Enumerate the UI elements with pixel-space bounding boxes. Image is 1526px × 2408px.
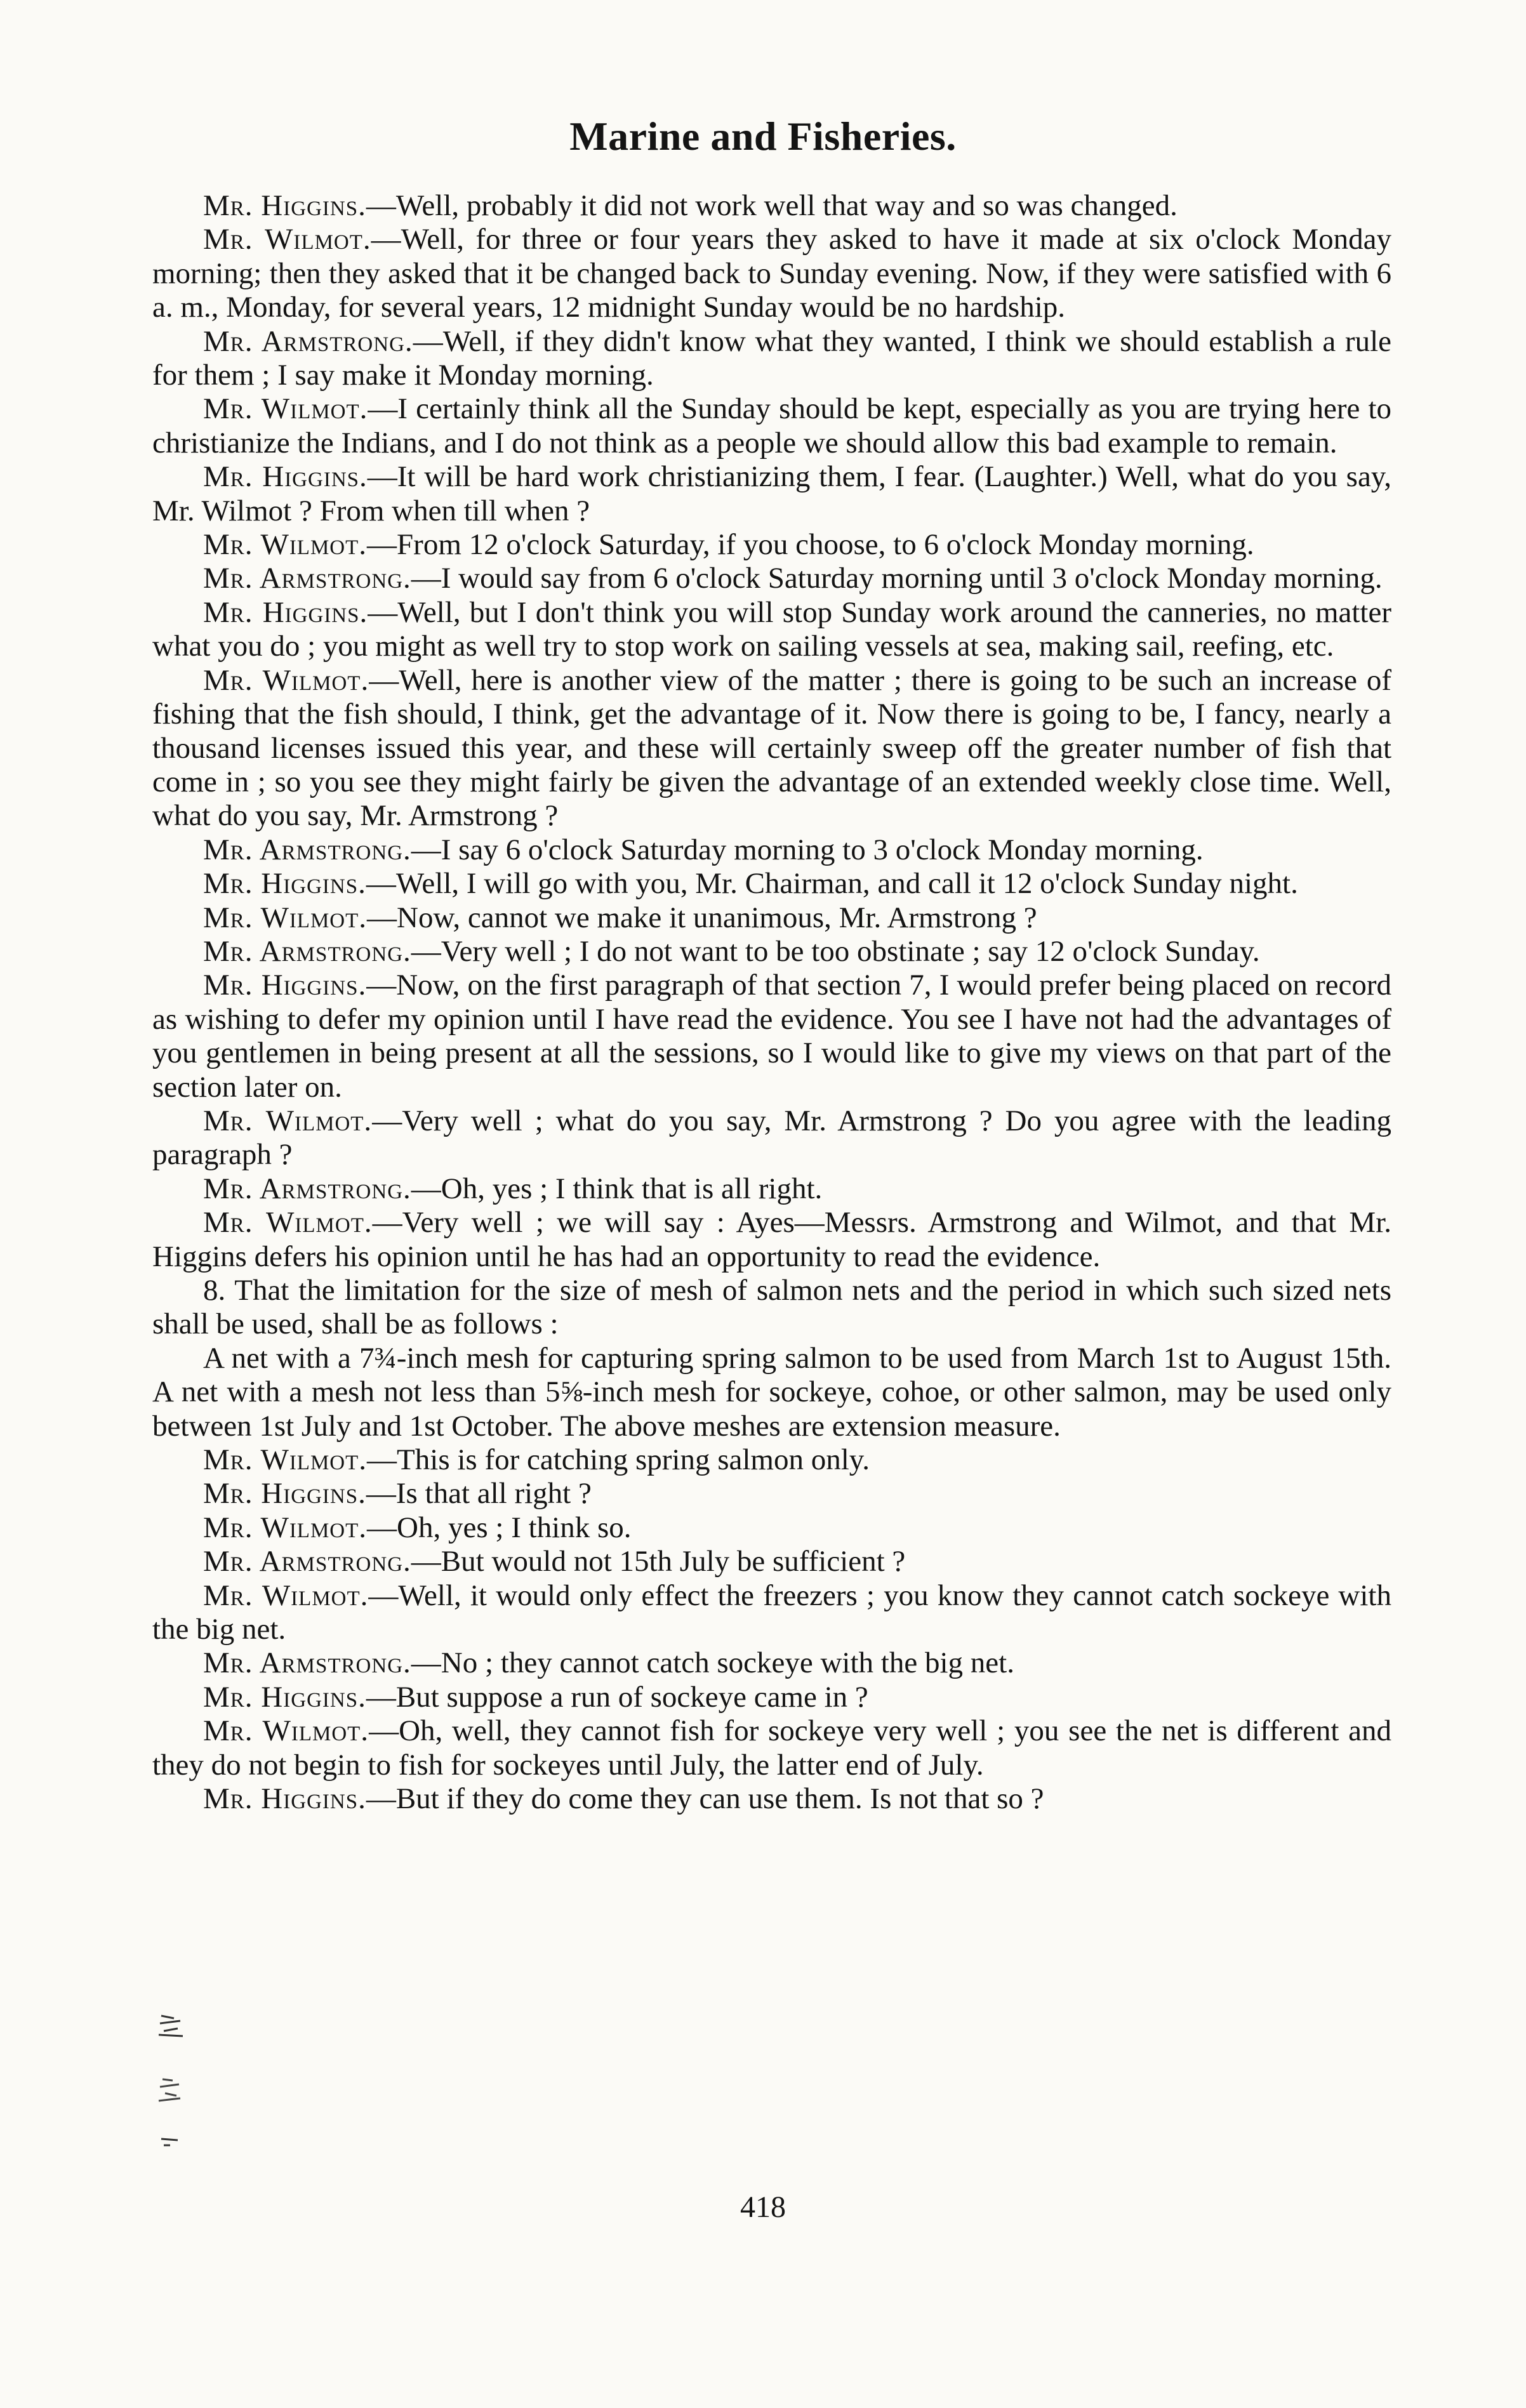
speaker-name: Mr. Wilmot. [203,1443,368,1477]
paragraph-text: —Oh, yes ; I think that is all right. [411,1172,823,1205]
speaker-name: Mr. Wilmot. [203,901,368,934]
speaker-paragraph [152,1579,1391,1647]
paragraph-text: —Well, for three or four years they asked to have it made at six o'clock Monday morning; then they asked that it be changed back to Sunday evening. Now, if they were satisfied with 6 a. m., Monday, for several years, 12 midnight Sunday would be no hardship. [152,223,1391,324]
page-title: Marine and Fisheries. [569,114,957,159]
paragraph-text: —Well, probably it did not work well that way and so was changed. [366,189,1178,222]
speaker-name: Mr. Higgins. [203,460,368,494]
speaker-paragraph [152,1714,1391,1782]
paragraph-text: —Very well ; what do you say, Mr. Armstrong ? Do you agree with the leading paragraph ? [152,1104,1391,1172]
speaker-name: Mr. Wilmot. [203,1578,369,1612]
speaker-paragraph [152,1681,1391,1714]
speaker-name: Mr. Higgins. [203,595,368,629]
speaker-paragraph [152,392,1391,460]
speaker-paragraph [152,460,1391,528]
paragraph-text: A net with a 7¾-inch mesh for capturing spring salmon to be used from March 1st to August 15th. A net with a mesh not less than 5⅝-inch mesh for sockeye, cohoe, or other salmon, may be used only between 1st July and 1st October. The above meshes are extension measure. [152,1341,1391,1443]
paragraph-text: —It will be hard work christianizing them, I fear. (Laughter.) Well, what do you say, Mr. Wilmot ? From when till when ? [152,460,1392,527]
speaker-name: Mr. Wilmot. [203,1714,369,1748]
paragraph-text: —Well, but I don't think you will stop Sunday work around the canneries, no matter what you do ; you might as well try to stop work on sailing vessels at sea, making sail, reefing, etc. [152,595,1392,663]
paragraph-text: —But suppose a run of sockeye came in ? [366,1680,868,1714]
speaker-paragraph [152,1646,1391,1680]
speaker-name: Mr. Armstrong. [203,562,411,595]
paragraph-text: —No ; they cannot catch sockeye with the big net. [411,1646,1014,1680]
speaker-paragraph [152,1545,1391,1578]
speaker-name: Mr. Higgins. [203,867,366,901]
paragraph-text: —Very well ; I do not want to be too obstinate ; say 12 o'clock Sunday. [411,934,1260,968]
speaker-paragraph [152,1443,1391,1477]
speaker-name: Mr. Armstrong. [203,1172,411,1205]
speaker-paragraph [152,1511,1391,1545]
speaker-paragraph [152,1477,1391,1511]
paragraph-text: —I would say from 6 o'clock Saturday morning until 3 o'clock Monday morning. [411,562,1383,595]
paragraph-text: —Well, if they didn't know what they wanted, I think we should establish a rule for them ; I say make it Monday morning. [152,324,1391,392]
speaker-name: Mr. Armstrong. [203,324,413,358]
paragraph-text: —Very well ; we will say : Ayes—Messrs. Armstrong and Wilmot, and that Mr. Higgins defers his opinion until he has had an opportunity to read the evidence. [152,1206,1391,1273]
paragraph-text: —But would not 15th July be sufficient ? [411,1545,906,1578]
speaker-name: Mr. Higgins. [203,969,367,1002]
speaker-paragraph [152,1104,1391,1172]
paragraph-text: 8. That the limitation for the size of mesh of salmon nets and the period in which such sized nets shall be used, shall be as follows : [152,1274,1391,1341]
speaker-name: Mr. Wilmot. [203,663,369,697]
paragraph-text: —Is that all right ? [366,1477,592,1511]
speaker-paragraph [152,1172,1391,1206]
speaker-paragraph [152,867,1391,901]
speaker-name: Mr. Armstrong. [203,1545,411,1578]
speaker-paragraph [152,596,1391,664]
paragraph-text: —But if they do come they can use them. Is not that so ? [366,1782,1044,1816]
speaker-paragraph [152,935,1391,969]
paragraph-text: —Well, it would only effect the freezers ; you know they cannot catch sockeye with the big net. [152,1578,1391,1646]
paragraph-text: —Oh, well, they cannot fish for sockeye very well ; you see the net is different and they do not begin to fish for sockeyes until July, the latter end of July. [152,1714,1391,1782]
speaker-name: Mr. Higgins. [203,189,366,222]
speaker-paragraph [152,1782,1391,1816]
speaker-name: Mr. Wilmot. [203,1511,368,1544]
paragraph-text: —Now, on the first paragraph of that section 7, I would prefer being placed on record as wishing to defer my opinion until I have read the evidence. You see I have not had the advantages of you gentlemen in being present at all the sessions, so I would like to give my views on that part of the section later on. [152,969,1392,1104]
paragraph-text: —Well, here is another view of the matter ; there is going to be such an increase of fishing that the fish should, I think, get the advantage of it. Now there is going to be, I fancy, nearly a thousand licenses issued this year, and these will certainly sweep off the greater number of fish that come in ; so you see they might fairly be given the advantage of an extended weekly close time. Well, what do you say, Mr. Armstrong ? [152,663,1391,833]
speaker-paragraph [152,189,1391,223]
paragraph-text: —Oh, yes ; I think so. [367,1511,632,1544]
speaker-name: Mr. Armstrong. [203,1646,411,1680]
clause-paragraph [152,1342,1391,1443]
paragraph-text: —I say 6 o'clock Saturday morning to 3 o'clock Monday morning. [411,833,1204,866]
margin-annotation-mark [155,2009,199,2174]
paragraph-text: —Well, I will go with you, Mr. Chairman, and call it 12 o'clock Sunday night. [366,867,1298,901]
speaker-name: Mr. Armstrong. [203,833,411,866]
speaker-name: Mr. Wilmot. [203,1206,373,1240]
speaker-name: Mr. Armstrong. [203,934,411,968]
paragraph-text: —From 12 o'clock Saturday, if you choose, to 6 o'clock Monday morning. [367,528,1254,562]
speaker-name: Mr. Wilmot. [203,223,371,256]
paragraph-text: —I certainly think all the Sunday should be kept, especially as you are trying here to christianize the Indians, and I do not think as a people we should allow this bad example to remain. [152,392,1391,460]
speaker-name: Mr. Higgins. [203,1782,366,1816]
speaker-paragraph [152,833,1391,867]
page-number: 418 [740,2190,786,2224]
clause-paragraph [152,1274,1391,1342]
speaker-name: Mr. Wilmot. [203,528,368,562]
paragraph-text: —This is for catching spring salmon only. [367,1443,870,1477]
speaker-paragraph [152,562,1391,595]
speaker-paragraph [152,664,1391,833]
speaker-paragraph [152,969,1391,1104]
speaker-paragraph [152,325,1391,393]
paragraph-text: —Now, cannot we make it unanimous, Mr. Armstrong ? [367,901,1037,934]
transcript-body [152,189,1391,1816]
speaker-paragraph [152,528,1391,562]
speaker-name: Mr. Wilmot. [203,392,368,426]
speaker-paragraph [152,223,1391,324]
speaker-paragraph [152,901,1391,935]
speaker-name: Mr. Wilmot. [203,1104,373,1137]
speaker-paragraph [152,1206,1391,1274]
speaker-name: Mr. Higgins. [203,1680,366,1714]
speaker-name: Mr. Higgins. [203,1477,366,1511]
